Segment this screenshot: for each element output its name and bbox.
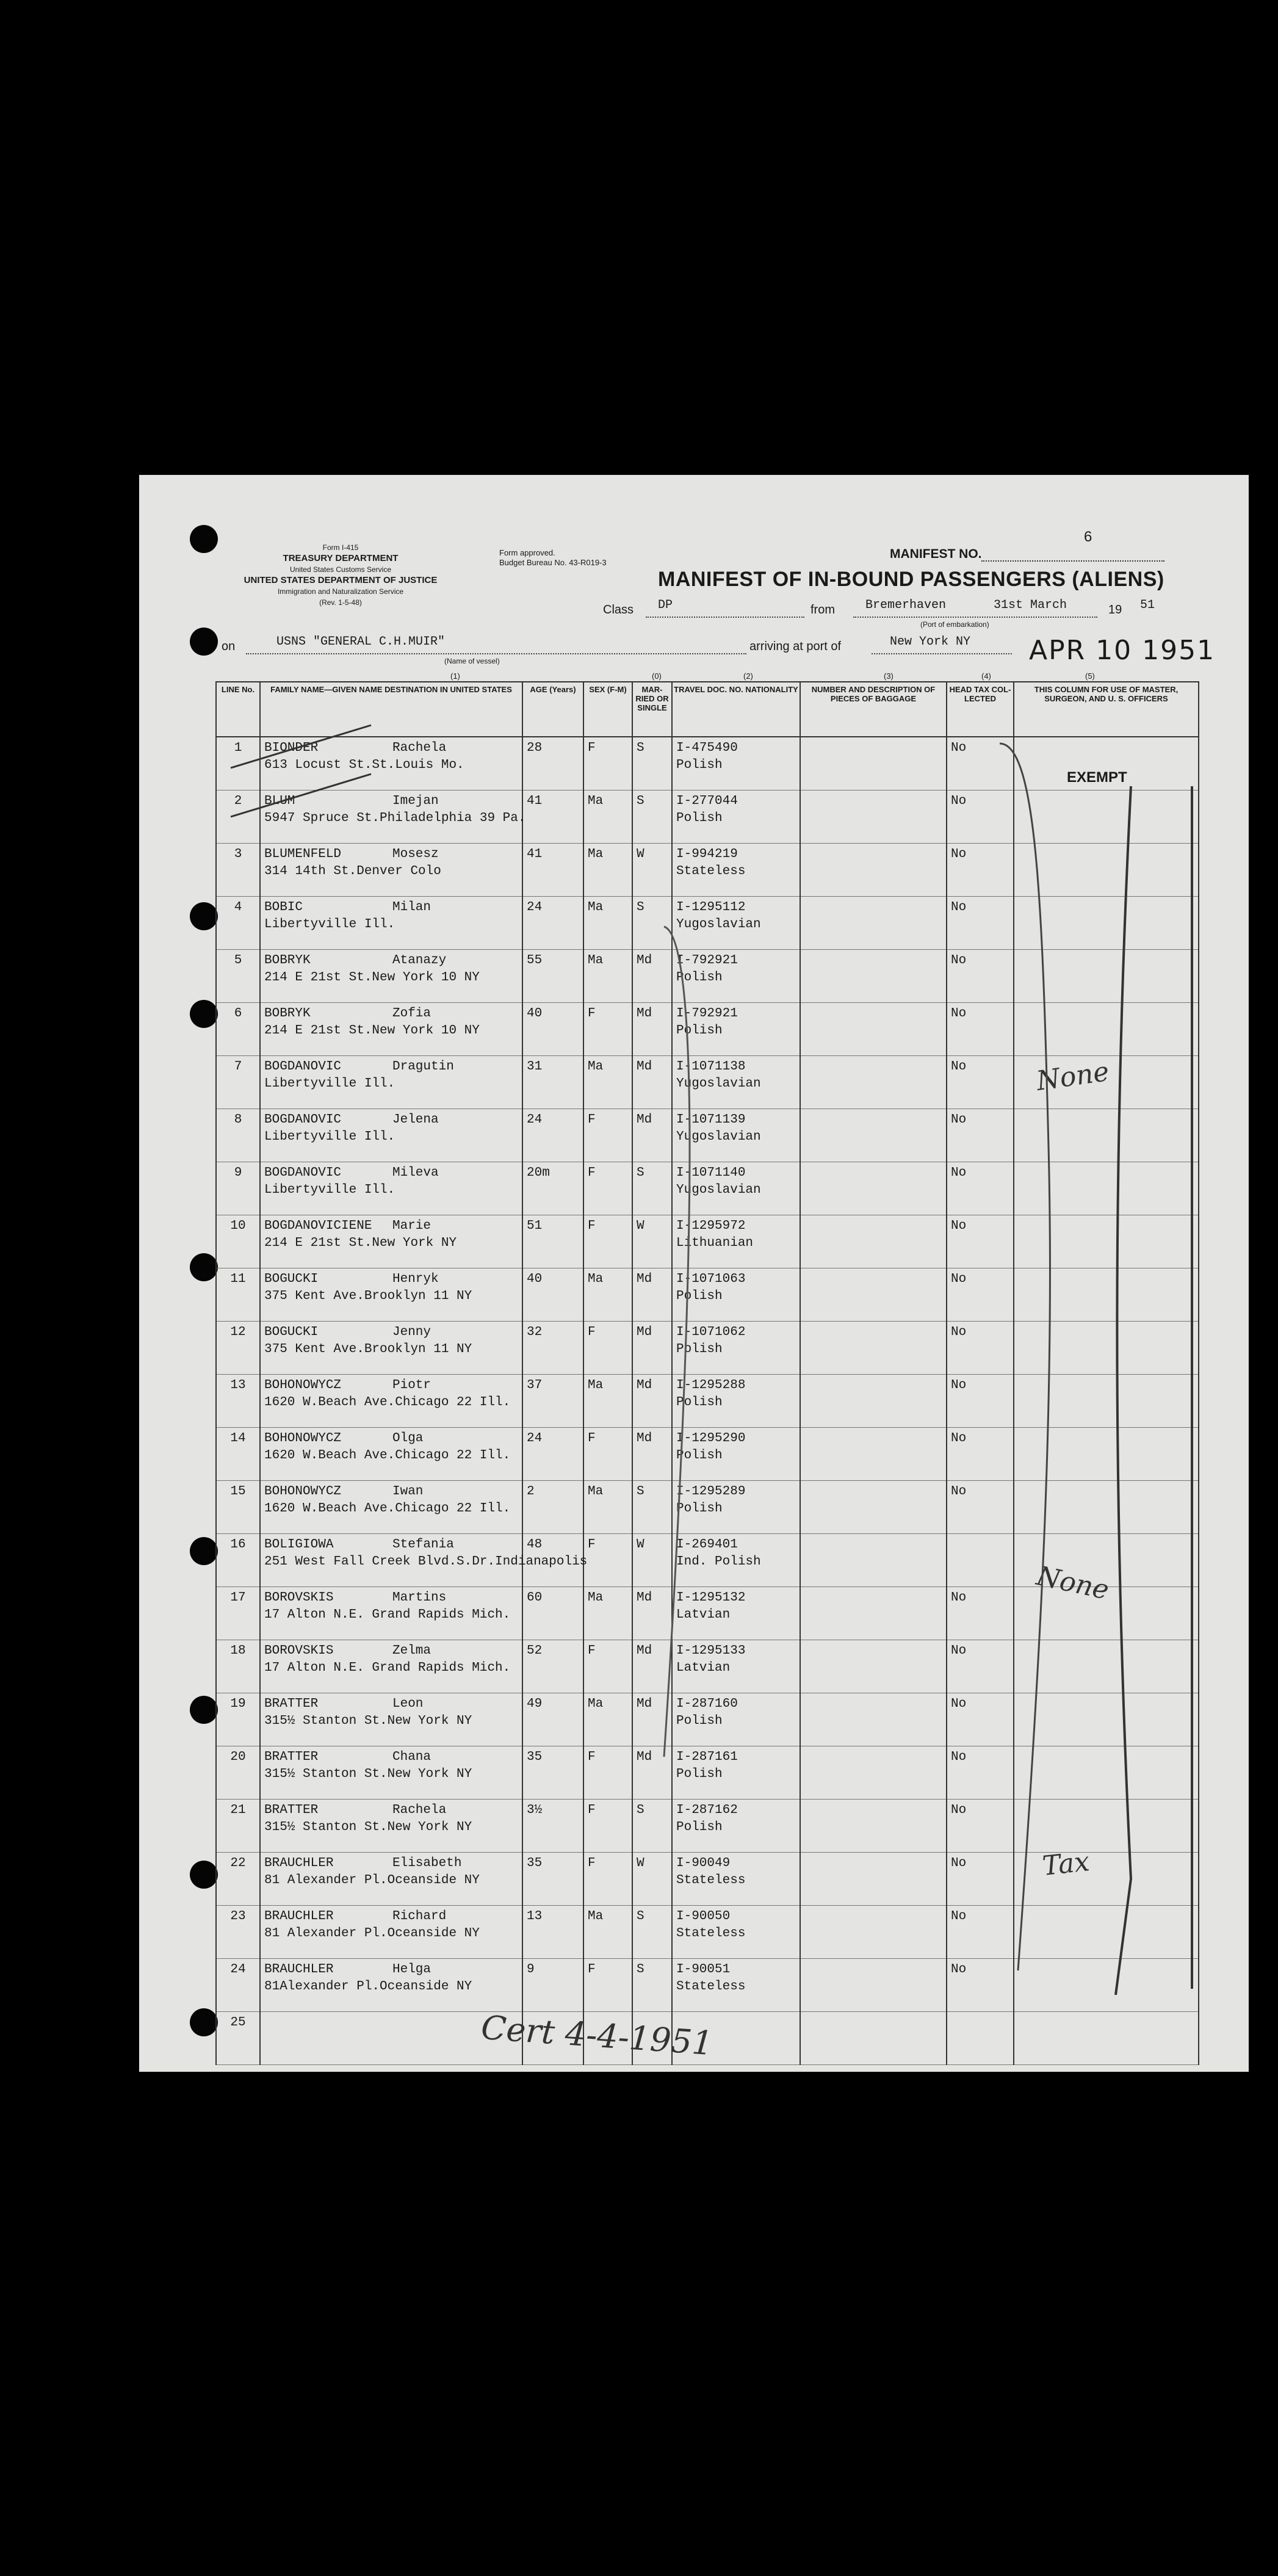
given-name: Rachela [392, 1803, 447, 1817]
family-name: BRAUCHLER [264, 1909, 334, 1923]
head-tax: No [947, 1268, 1014, 1321]
line-number: 4 [216, 896, 260, 949]
head-tax: No [947, 1374, 1014, 1427]
handwritten-note: None [1034, 1560, 1112, 1606]
treasury-dept: TREASURY DEPARTMENT [283, 553, 399, 563]
line-number: 1 [216, 737, 260, 790]
destination: Libertyville Ill. [264, 917, 395, 932]
travel-doc: I-1295290 [676, 1431, 746, 1445]
given-name: Richard [392, 1909, 447, 1923]
marital-status: S [632, 1905, 672, 1958]
family-name: BOHONOWYCZ [264, 1378, 342, 1392]
sex: F [583, 1109, 632, 1162]
sex: F [583, 1533, 632, 1586]
family-name: BOROVSKIS [264, 1643, 334, 1658]
marital-status: Md [632, 949, 672, 1002]
destination: 17 Alton N.E. Grand Rapids Mich. [264, 1660, 511, 1675]
sex: F [583, 1215, 632, 1268]
family-name: BOHONOWYCZ [264, 1431, 342, 1445]
nationality: Latvian [676, 1660, 731, 1675]
col-name: FAMILY NAME—GIVEN NAME DESTINATION IN UNITED STATES [260, 682, 522, 737]
sex: Ma [583, 1480, 632, 1533]
nationality: Polish [676, 1767, 723, 1781]
marital-status: W [632, 1852, 672, 1905]
travel-doc: I-287162 [676, 1803, 738, 1817]
vessel-value: USNS "GENERAL C.H.MUIR" [276, 635, 446, 649]
line-number: 3 [216, 843, 260, 896]
immigration-service: Immigration and Naturalization Service [277, 587, 404, 596]
head-tax: No [947, 1746, 1014, 1799]
nationality: Polish [676, 1342, 723, 1356]
head-tax: No [947, 1162, 1014, 1215]
age: 13 [522, 1905, 583, 1958]
marital-status: Md [632, 1640, 672, 1693]
line-number: 9 [216, 1162, 260, 1215]
given-name: Milan [392, 900, 431, 914]
head-tax: No [947, 1799, 1014, 1852]
marital-status: Md [632, 1374, 672, 1427]
travel-doc: I-792921 [676, 1006, 738, 1021]
port-caption: (Port of embarkation) [920, 620, 989, 629]
sex: F [583, 737, 632, 790]
head-tax: No [947, 1427, 1014, 1480]
sex: Ma [583, 896, 632, 949]
age: 41 [522, 843, 583, 896]
age: 28 [522, 737, 583, 790]
marital-status: S [632, 1958, 672, 2011]
nationality: Polish [676, 1395, 723, 1409]
on-label: on [222, 640, 236, 653]
arrival-port: New York NY [890, 635, 971, 649]
travel-doc: I-1295289 [676, 1484, 746, 1499]
given-name: Elisabeth [392, 1856, 462, 1870]
handwritten-note: Tax [1041, 1846, 1091, 1882]
family-name: BRATTER [264, 1803, 319, 1817]
class-value: DP [658, 598, 673, 612]
destination: 1620 W.Beach Ave.Chicago 22 Ill. [264, 1501, 511, 1516]
age: 32 [522, 1321, 583, 1374]
travel-doc: I-994219 [676, 847, 738, 861]
given-name: Rachela [392, 741, 447, 755]
justice-dept: UNITED STATES DEPARTMENT OF JUSTICE [244, 575, 438, 585]
marital-status: Md [632, 1427, 672, 1480]
line-number: 11 [216, 1268, 260, 1321]
line-number: 21 [216, 1799, 260, 1852]
family-name: BOGUCKI [264, 1272, 319, 1286]
sex: F [583, 1321, 632, 1374]
nationality: Polish [676, 1713, 723, 1728]
marital-status: Md [632, 1586, 672, 1640]
age: 35 [522, 1746, 583, 1799]
marital-status: W [632, 1215, 672, 1268]
line-number: 18 [216, 1640, 260, 1693]
handwritten-bottom-note: Cert 4-4-1951 [480, 2008, 715, 2063]
slash-mark [231, 725, 371, 768]
family-name: BLUMENFELD [264, 847, 342, 861]
col-head-tax: HEAD TAX COL-LECTED [947, 682, 1014, 737]
nationality: Yugoslavian [676, 1129, 761, 1144]
age: 24 [522, 896, 583, 949]
travel-doc: I-1295288 [676, 1378, 746, 1392]
destination: 214 E 21st St.New York NY [264, 1236, 457, 1250]
destination: 81Alexander Pl.Oceanside NY [264, 1979, 472, 1994]
nationality: Polish [676, 1820, 723, 1834]
age: 40 [522, 1002, 583, 1055]
destination: 214 E 21st St.New York 10 NY [264, 1023, 480, 1038]
destination: 81 Alexander Pl.Oceanside NY [264, 1926, 480, 1941]
tick-line [1000, 743, 1050, 1970]
arrival-date-stamp: APR 10 1951 [1029, 635, 1216, 666]
nationality: Stateless [676, 864, 746, 878]
age: 48 [522, 1533, 583, 1586]
nationality: Yugoslavian [676, 917, 761, 932]
travel-doc: I-1071138 [676, 1059, 746, 1074]
year-prefix: 19 [1108, 603, 1122, 617]
age: 41 [522, 790, 583, 843]
marital-status: W [632, 843, 672, 896]
handwritten-note: None [1034, 1055, 1111, 1098]
marital-status: Md [632, 1693, 672, 1746]
nationality: Polish [676, 1501, 723, 1516]
form-number: Form I-415 [322, 543, 359, 552]
marital-status: Md [632, 1002, 672, 1055]
family-name: BOBRYK [264, 1006, 311, 1021]
class-label: Class [603, 603, 634, 617]
line-number: 5 [216, 949, 260, 1002]
travel-doc: I-1295972 [676, 1218, 746, 1233]
travel-doc: I-1295112 [676, 900, 746, 914]
nationality: Yugoslavian [676, 1076, 761, 1091]
destination: 375 Kent Ave.Brooklyn 11 NY [264, 1342, 472, 1356]
destination: Libertyville Ill. [264, 1076, 395, 1091]
age: 20m [522, 1162, 583, 1215]
sex: Ma [583, 1374, 632, 1427]
destination: 315½ Stanton St.New York NY [264, 1767, 472, 1781]
year-value: 51 [1140, 598, 1155, 612]
age: 2 [522, 1480, 583, 1533]
line-number: 24 [216, 1958, 260, 2011]
sex: Ma [583, 1905, 632, 1958]
destination: 315½ Stanton St.New York NY [264, 1713, 472, 1728]
family-name: BRATTER [264, 1696, 319, 1711]
marital-status: S [632, 737, 672, 790]
family-name: BLUM [264, 794, 295, 808]
head-tax: No [947, 790, 1014, 843]
given-name: Chana [392, 1749, 431, 1764]
destination: 214 E 21st St.New York 10 NY [264, 970, 480, 985]
head-tax: No [947, 843, 1014, 896]
age: 37 [522, 1374, 583, 1427]
col-travel-doc: TRAVEL DOC. NO. NATIONALITY [672, 682, 800, 737]
nationality: Polish [676, 970, 723, 985]
marital-status: Md [632, 1055, 672, 1109]
exempt-note: EXEMPT [1067, 769, 1127, 786]
col-line-no: LINE No. [216, 682, 260, 737]
marital-status: W [632, 1533, 672, 1586]
travel-doc: I-1071063 [676, 1272, 746, 1286]
age: 31 [522, 1055, 583, 1109]
destination: 1620 W.Beach Ave.Chicago 22 Ill. [264, 1448, 511, 1463]
family-name: BOHONOWYCZ [264, 1484, 342, 1499]
age: 24 [522, 1109, 583, 1162]
head-tax: No [947, 1586, 1014, 1640]
marital-status: S [632, 790, 672, 843]
given-name: Marie [392, 1218, 431, 1233]
travel-doc: I-90051 [676, 1962, 731, 1977]
sex: Ma [583, 1268, 632, 1321]
line-number: 2 [216, 790, 260, 843]
sex: F [583, 1640, 632, 1693]
head-tax: No [947, 1852, 1014, 1905]
sex: F [583, 1002, 632, 1055]
sex: Ma [583, 949, 632, 1002]
age: 60 [522, 1586, 583, 1640]
head-tax: No [947, 737, 1014, 790]
head-tax: No [947, 1109, 1014, 1162]
destination: 314 14th St.Denver Colo [264, 864, 441, 878]
sex: Ma [583, 843, 632, 896]
family-name: BOROVSKIS [264, 1590, 334, 1605]
given-name: Martins [392, 1590, 447, 1605]
sex: Ma [583, 790, 632, 843]
given-name: Jelena [392, 1112, 439, 1127]
age: 9 [522, 1958, 583, 2011]
sex: Ma [583, 1055, 632, 1109]
customs-service: United States Customs Service [289, 565, 392, 574]
given-name: Jenny [392, 1325, 431, 1339]
sex: Ma [583, 1586, 632, 1640]
travel-doc: I-277044 [676, 794, 738, 808]
marital-status: S [632, 1480, 672, 1533]
family-name: BOBIC [264, 900, 303, 914]
line-number: 16 [216, 1533, 260, 1586]
travel-doc: I-90050 [676, 1909, 731, 1923]
given-name: Henryk [392, 1272, 439, 1286]
destination: 375 Kent Ave.Brooklyn 11 NY [264, 1289, 472, 1303]
given-name: Mileva [392, 1165, 439, 1180]
from-label: from [810, 603, 835, 617]
nationality: Polish [676, 1448, 723, 1463]
age: 35 [522, 1852, 583, 1905]
sex: Ma [583, 1693, 632, 1746]
destination: Libertyville Ill. [264, 1182, 395, 1197]
given-name: Iwan [392, 1484, 424, 1499]
family-name: BRAUCHLER [264, 1856, 334, 1870]
line-number: 17 [216, 1586, 260, 1640]
line-number: 23 [216, 1905, 260, 1958]
line-number: 13 [216, 1374, 260, 1427]
age: 49 [522, 1693, 583, 1746]
travel-doc: I-1295132 [676, 1590, 746, 1605]
nationality: Lithuanian [676, 1236, 754, 1250]
marital-status: Md [632, 1321, 672, 1374]
destination: Libertyville Ill. [264, 1129, 395, 1144]
line-number: 12 [216, 1321, 260, 1374]
page-number: 6 [1084, 529, 1092, 545]
travel-doc: I-269401 [676, 1537, 738, 1552]
line-number: 8 [216, 1109, 260, 1162]
given-name: Olga [392, 1431, 424, 1445]
nationality: Stateless [676, 1979, 746, 1994]
travel-doc: I-287160 [676, 1696, 738, 1711]
marital-status: S [632, 896, 672, 949]
line-number: 6 [216, 1002, 260, 1055]
given-name: Atanazy [392, 953, 447, 968]
bracket-line [664, 927, 690, 1757]
family-name: BOGDANOVIC [264, 1112, 342, 1127]
col-baggage: NUMBER AND DESCRIPTION OF PIECES OF BAGGAGE [800, 682, 947, 737]
head-tax: No [947, 1693, 1014, 1746]
line-number: 10 [216, 1215, 260, 1268]
nationality: Polish [676, 1023, 723, 1038]
marital-status: Md [632, 1746, 672, 1799]
destination: 81 Alexander Pl.Oceanside NY [264, 1873, 480, 1887]
destination: 315½ Stanton St.New York NY [264, 1820, 472, 1834]
travel-doc: I-1071139 [676, 1112, 746, 1127]
family-name: BRATTER [264, 1749, 319, 1764]
family-name: BOGDANOVIC [264, 1059, 342, 1074]
given-name: Zelma [392, 1643, 431, 1658]
given-name: Helga [392, 1962, 431, 1977]
line-number: 22 [216, 1852, 260, 1905]
nationality: Polish [676, 1289, 723, 1303]
col-married: MAR-RIED OR SINGLE [632, 682, 672, 737]
destination: 613 Locust St.St.Louis Mo. [264, 758, 464, 772]
given-name: Stefania [392, 1537, 454, 1552]
travel-doc: I-1071140 [676, 1165, 746, 1180]
given-name: Leon [392, 1696, 424, 1711]
nationality: Stateless [676, 1873, 746, 1887]
head-tax: No [947, 1321, 1014, 1374]
line-number: 14 [216, 1427, 260, 1480]
sex: F [583, 1427, 632, 1480]
destination: 1620 W.Beach Ave.Chicago 22 Ill. [264, 1395, 511, 1409]
age: 3½ [522, 1799, 583, 1852]
head-tax: No [947, 1905, 1014, 1958]
col-officers: THIS COLUMN FOR USE OF MASTER, SURGEON, AND U. S. OFFICERS [1014, 682, 1199, 737]
age: 24 [522, 1427, 583, 1480]
line-number: 15 [216, 1480, 260, 1533]
destination: 251 West Fall Creek Blvd.S.Dr.Indianapolis [264, 1554, 588, 1569]
manifest-no-label: MANIFEST NO. [890, 547, 982, 561]
family-name: BOBRYK [264, 953, 311, 968]
revision: (Rev. 1-5-48) [319, 598, 362, 607]
travel-doc: I-287161 [676, 1749, 738, 1764]
handwritten-marks [139, 475, 1249, 2072]
age: 52 [522, 1640, 583, 1693]
given-name: Piotr [392, 1378, 431, 1392]
head-tax: No [947, 949, 1014, 1002]
line-number: 19 [216, 1693, 260, 1746]
from-value: Bremerhaven [865, 598, 947, 612]
nationality: Ind. Polish [676, 1554, 761, 1569]
manifest-sheet: Form I-415 TREASURY DEPARTMENT United States Customs Service UNITED STATES DEPARTMENT OF JUSTICE Immigration and Naturalization Service (Rev. 1-5-48) Form approved. Budget Bureau No. 43-R019-3 MANIFEST NO. 6 MANIFEST OF IN-BOUND PASSENGERS (ALIENS) Class DP from Bremerhaven 31st March 19 51 (Port of embarkation) on USNS "GENERAL C.H.MUIR" (Name of vessel) arriving at port of New York NY APR 10 1951 (1) (0) (2) (3) (4) (5) LINE No. FAMILY NAME—GIVEN NAME DESTINATION IN UNITED STATES AGE (Years) SEX (F-M) MAR-RIED OR SINGLE TRAVEL DOC. NO. NATIONALITY NUMBER AND DESCRIPTION OF PIECES OF BAGGAGE HEAD TAX COL-LECTED THIS COLUMN FOR USE OF MASTER, SURGEON, AND U. S. OFFICERS 1 BIONDER Rachela 613 Locust St.St.Louis Mo. 28 F S I-475490 Polish No 2 BLUM Imejan 5947 Spruce St.Philadelphia 39 Pa. 41 Ma S I-277044 Polish No 3 BLUMENFELD Mosesz 314 14th St.Denver Colo 41 Ma W I-994219 Stateless No 4 BOBIC Milan Libertyville Ill. 24 Ma S I-1295112 Yugoslavian No 5 BOBRYK Atanazy 214 E 21st St.New York 10 NY 55 Ma Md I-792921 Polish No 6 BOBRYK Zofia 214 E 21st St.New York 10 NY 40 F Md I-792921 Polish No 7 BOGDANOVIC Dragutin Libertyville Ill. 31 Ma Md I-1071138 Yugoslavian No 8 BOGDANOVIC Jelena Libertyville Ill. 24 F Md I-1071139 Yugoslavian No 9 BOGDANOVIC Mileva Libertyville Ill. 20m F S I-1071140 Yugoslavian No 10 BOGDANOVICIENE Marie 214 E 21st St.New York NY 51 F W I-1295972 Lithuanian No 11 BOGUCKI Henryk 375 Kent Ave.Brooklyn 11 NY 40 Ma Md I-1071063 Polish No 12 BOGUCKI Jenny 375 Kent Ave.Brooklyn 11 NY 32 F Md I-1071062 Polish No 13 BOHONOWYCZ Piotr 1620 W.Beach Ave.Chicago 22 Ill. 37 Ma Md I-1295288 Polish No 14 BOHONOWYCZ Olga 1620 W.Beach Ave.Chicago 22 Ill. 24 F Md I-1295290 Polish No 15 BOHONOWYCZ Iwan 1620 W.Beach Ave.Chicago 22 Ill. 2 Ma S I-1295289 Polish No 16 BOLIGIOWA Stefania 251 West Fall Creek Blvd.S.Dr.Indianapolis 48 F W I-269401 Ind. Polish 17 BOROVSKIS Martins 17 Alton N.E. Grand Rapids Mich. 60 Ma Md I-1295132 Latvian No 18 BOROVSKIS Zelma 17 Alton N.E. Grand Rapids Mich. 52 F Md I-1295133 Latvian No 19 BRATTER Leon 315½ Stanton St.New York NY 49 Ma Md I-287160 Polish No 20 BRATTER Chana 315½ Stanton St.New York NY 35 F Md I-287161 Polish No 21 BRATTER Rachela 315½ Stanton St.New York NY 3½ F S I-287162 Polish No 22 BRAUCHLER Elisabeth 81 Alexander Pl.Oceanside NY 35 F W I-90049 Stateless No 23 BRAUCHLER Richard 81 Alexander Pl.Oceanside NY 13 Ma S I-90050 Stateless No 24 BRAUCHLER Helga 81Alexander Pl.Oceanside NY 9 F S I-90051 Stateless No 25 EXEMPT None None Tax Cert 4-4-1951 [139, 475, 1249, 2072]
head-tax: No [947, 1958, 1014, 2011]
check-line [1116, 786, 1131, 1995]
marital-status: S [632, 1162, 672, 1215]
nationality: Stateless [676, 1926, 746, 1941]
line-number: 7 [216, 1055, 260, 1109]
col-sex: SEX (F-M) [583, 682, 632, 737]
family-name: BOGDANOVICIENE [264, 1218, 372, 1233]
date-value: 31st March [994, 598, 1067, 612]
head-tax: No [947, 1480, 1014, 1533]
marital-status: Md [632, 1109, 672, 1162]
line-number: 25 [216, 2011, 260, 2064]
marital-status: Md [632, 1268, 672, 1321]
page-title: MANIFEST OF IN-BOUND PASSENGERS (ALIENS) [658, 568, 1164, 591]
travel-doc: I-475490 [676, 741, 738, 755]
sex: F [583, 1746, 632, 1799]
arriving-label: arriving at port of [749, 640, 842, 653]
given-name: Imejan [392, 794, 439, 808]
head-tax: No [947, 1215, 1014, 1268]
destination: 5947 Spruce St.Philadelphia 39 Pa. [264, 811, 526, 825]
age: 40 [522, 1268, 583, 1321]
age: 51 [522, 1215, 583, 1268]
marital-status: S [632, 1799, 672, 1852]
sex: F [583, 1799, 632, 1852]
sex: F [583, 1162, 632, 1215]
family-name: BOGUCKI [264, 1325, 319, 1339]
nationality: Yugoslavian [676, 1182, 761, 1197]
nationality: Latvian [676, 1607, 731, 1622]
nationality: Polish [676, 811, 723, 825]
sex: F [583, 1852, 632, 1905]
family-name: BOGDANOVIC [264, 1165, 342, 1180]
sex: F [583, 1958, 632, 2011]
family-name: BIONDER [264, 741, 319, 755]
slash-mark [231, 774, 371, 817]
form-approval: Form approved. Budget Bureau No. 43-R019-3 [499, 548, 607, 567]
head-tax: No [947, 896, 1014, 949]
head-tax: No [947, 1055, 1014, 1109]
head-tax: No [947, 1002, 1014, 1055]
given-name: Dragutin [392, 1059, 454, 1074]
travel-doc: I-1295133 [676, 1643, 746, 1658]
family-name: BRAUCHLER [264, 1962, 334, 1977]
given-name: Mosesz [392, 847, 439, 861]
destination: 17 Alton N.E. Grand Rapids Mich. [264, 1607, 511, 1622]
col-age: AGE (Years) [522, 682, 583, 737]
age: 55 [522, 949, 583, 1002]
head-tax: No [947, 1640, 1014, 1693]
given-name: Zofia [392, 1006, 431, 1021]
travel-doc: I-792921 [676, 953, 738, 968]
line-number: 20 [216, 1746, 260, 1799]
travel-doc: I-1071062 [676, 1325, 746, 1339]
family-name: BOLIGIOWA [264, 1537, 334, 1552]
vessel-caption: (Name of vessel) [444, 657, 500, 665]
travel-doc: I-90049 [676, 1856, 731, 1870]
nationality: Polish [676, 758, 723, 772]
